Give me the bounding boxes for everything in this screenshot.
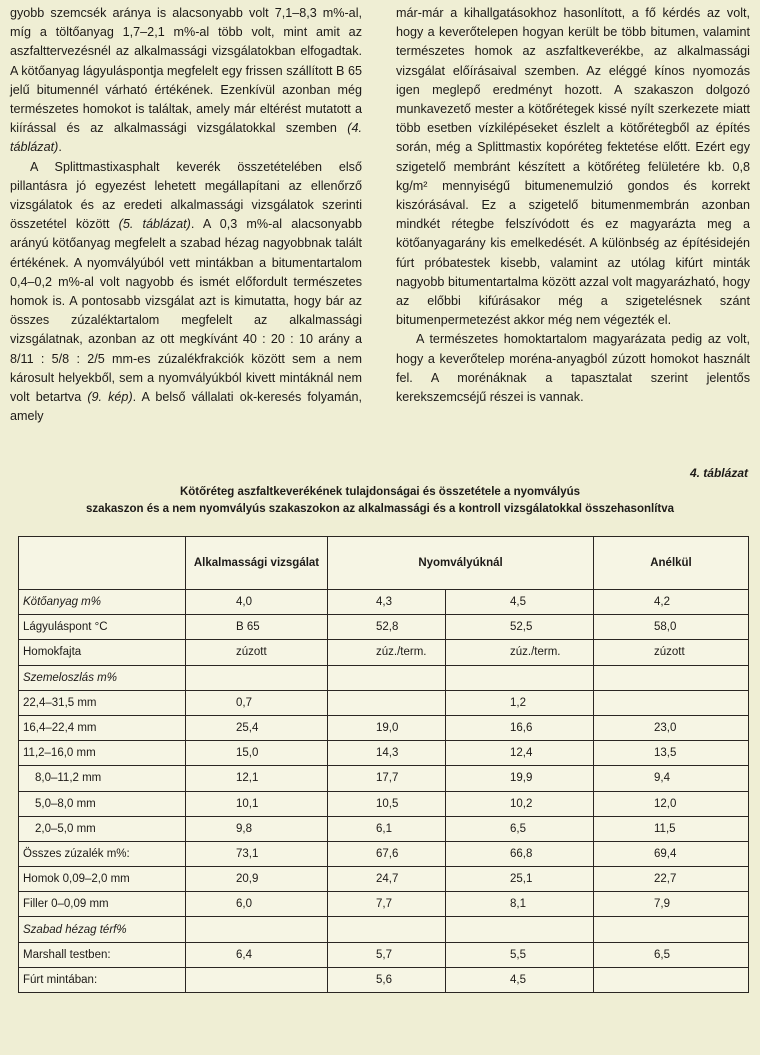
- table-cell: zúz./term.: [446, 640, 594, 665]
- row-label: Filler 0–0,09 mm: [19, 892, 186, 917]
- row-label: 22,4–31,5 mm: [19, 690, 186, 715]
- table-cell: 6,0: [186, 892, 328, 917]
- table-cell: 6,4: [186, 942, 328, 967]
- table-header-row: [19, 537, 749, 590]
- row-label: Marshall testben:: [19, 942, 186, 967]
- row-label: Szemeloszlás m%: [19, 665, 186, 690]
- table-cell: 5,5: [446, 942, 594, 967]
- row-label: 5,0–8,0 mm: [19, 791, 186, 816]
- table-cell: 4,5: [446, 967, 594, 992]
- table-cell: 17,7: [328, 766, 446, 791]
- table-cell: 5,6: [328, 967, 446, 992]
- text-segment: . A 0,3 m%-al alacsonyabb arányú kötőanyag megfelelt a szabad hézag nagyobbnak talált értékének. A nyomvályúból vett mintákban a bitumentartalom 0,4–0,2 m%-al volt nagyobb és ismét előfordult természetes homok is. A pontosabb vizsgálat azt is kimutatta, hogy bár az összes zúzaléktartalom megfelelt az alkalmassági vizsgálatnak, azonban az ott megkívánt 40 : 20 : 10 arány a 8/11 : 5/8 : 2/5 mm-es zúzalékfrakciók között sem a nem károsult helyekből, sem a nyomvályúkból kivett mintáknál nem volt betartva: [10, 217, 362, 405]
- table-cell: 4,2: [594, 590, 749, 615]
- table-cell: 7,9: [594, 892, 749, 917]
- table-row: [19, 741, 749, 766]
- table-cell: [594, 967, 749, 992]
- table-row: [19, 766, 749, 791]
- text-segment: már-már a kihallgatásokhoz hasonlított, a fő kérdés az volt, hogy a keverőtelepen hogyan került be több bitumen, valamint természetes homok az aszfaltkeverékbe, az alkalmassági vizsgálat előírásaival szemben. Az eléggé kínos nyomozás igen meglepő eredményt hozott. A szakaszon dolgozó munkavezető mester a kötőrétegek kissé nyílt szerkezete miatt több esetben vízkilépéseket észlelt a kötőrétegből az építés során, még a Splittmastix kopóréteg fektetése előtt. Ezért egy szigetelő membránt készített a kötőréteg felületére kb. 0,8 kg/m² mennyiségű bitumenemulzió gondos és korrekt kiszórásával. Ez a szigetelő bitumenmembrán azonban mindkét rétegbe felszívódott és ez magyarázta meg a kötőanyagarány kis emelkedését. A különbség az építésidején fúrt próbatestek kisebb, valamint az utólag kifúrt minták nagyobb bitumentartalma között azzal volt magyarázható, hogy az előbbi kifúrásakor még a szigetelésnek szánt bitumenpermetezést akkor még nem végezték el.: [396, 6, 750, 328]
- row-label: 8,0–11,2 mm: [19, 766, 186, 791]
- table-cell: [594, 665, 749, 690]
- table-cell: [186, 917, 328, 942]
- row-label: Lágyuláspont °C: [19, 615, 186, 640]
- table-row: [19, 590, 749, 615]
- table-row: [19, 791, 749, 816]
- figure-reference: (4. táblázat): [10, 121, 362, 155]
- table-cell: 15,0: [186, 741, 328, 766]
- table-cell: 4,5: [446, 590, 594, 615]
- table-cell: 11,5: [594, 816, 749, 841]
- text-segment: A természetes homoktartalom magyarázata pedig az volt, hogy a keverőtelep moréna-anyagból zúzott homokot használt fel. A morénáknak a tapasztalat szerint jelentős kerekszemcséjű részei is vannak.: [396, 332, 750, 405]
- row-label: Homok 0,09–2,0 mm: [19, 867, 186, 892]
- table-row: [19, 841, 749, 866]
- table-body: [19, 590, 749, 993]
- table-cell: B 65: [186, 615, 328, 640]
- table-row: [19, 917, 749, 942]
- table-cell: [186, 967, 328, 992]
- table-cell: 16,6: [446, 715, 594, 740]
- table-cell: zúzott: [594, 640, 749, 665]
- table-cell: 25,4: [186, 715, 328, 740]
- table-row: [19, 816, 749, 841]
- row-label: Homokfajta: [19, 640, 186, 665]
- table-cell: 5,7: [328, 942, 446, 967]
- table-cell: 6,1: [328, 816, 446, 841]
- table-row: [19, 615, 749, 640]
- table-cell: 66,8: [446, 841, 594, 866]
- figure-reference: (5. táblázat): [118, 217, 191, 232]
- row-label: Kötőanyag m%: [19, 590, 186, 615]
- table-cell: 10,2: [446, 791, 594, 816]
- left-paragraph: [10, 4, 362, 158]
- text-segment: . A belső vállalati ok-keresés folyamán, amely: [10, 390, 362, 424]
- table-caption-line-2: szakaszon és a nem nyomvályús szakaszokon az alkalmassági és a kontroll vizsgálatokkal összehasonlítva: [85, 503, 675, 515]
- table-cell: 8,1: [446, 892, 594, 917]
- row-label: 16,4–22,4 mm: [19, 715, 186, 740]
- row-label: Összes zúzalék m%:: [19, 841, 186, 866]
- table-cell: 24,7: [328, 867, 446, 892]
- table-cell: 73,1: [186, 841, 328, 866]
- table-cell: 12,0: [594, 791, 749, 816]
- table-cell: 9,8: [186, 816, 328, 841]
- table-number: 4. táblázat: [689, 466, 748, 480]
- table-row: [19, 715, 749, 740]
- text-segment: A Splittmastixasphalt keverék összetételében első pillantásra jó egyezést lehetett megállapítani az ellenőrző vizsgálatok és az eredeti alkalmassági vizsgálatok szerinti összetétel között: [10, 159, 362, 232]
- header-nyomvalyuknal: Nyomvályúknál: [328, 537, 594, 590]
- row-label: 2,0–5,0 mm: [19, 816, 186, 841]
- table-cell: zúzott: [186, 640, 328, 665]
- table-cell: 13,5: [594, 741, 749, 766]
- table-cell: 14,3: [328, 741, 446, 766]
- text-segment: .: [58, 140, 62, 155]
- table-cell: [446, 917, 594, 942]
- table-cell: [328, 917, 446, 942]
- table-cell: 10,5: [328, 791, 446, 816]
- table-cell: 25,1: [446, 867, 594, 892]
- left-text-column: [10, 4, 362, 426]
- table-cell: 20,9: [186, 867, 328, 892]
- table-caption-line-1: Kötőréteg aszfaltkeverékének tulajdonságai és összetétele a nyomvályús: [179, 486, 581, 498]
- table-row: [19, 665, 749, 690]
- table-cell: 52,8: [328, 615, 446, 640]
- figure-reference: (9. kép): [87, 390, 133, 405]
- table-cell: 69,4: [594, 841, 749, 866]
- text-segment: gyobb szemcsék aránya is alacsonyabb volt 7,1–8,3 m%-al, míg a töltőanyag 1,7–2,1 m%-al több volt, mint amit az aszfalttervezésnél az alkalmassági vizsgálatokban elfogadtak. A kötőanyag lágyuláspontja megfelelt egy frissen szállított B 65 jelű bitumennél várható értékének. Ezenkívül azonban még természetes homokot is találtak, amely már eltérést mutatott a kiírással és az alkalmassági vizsgálatokkal szemben: [10, 6, 362, 136]
- table-cell: 19,0: [328, 715, 446, 740]
- table-row: [19, 867, 749, 892]
- table-cell: 7,7: [328, 892, 446, 917]
- table-cell: 23,0: [594, 715, 749, 740]
- header-alkalmassagi: Alkalmassági vizsgálat: [186, 537, 328, 590]
- table-cell: 10,1: [186, 791, 328, 816]
- table-cell: [594, 690, 749, 715]
- table-row: [19, 690, 749, 715]
- header-anelkul: Anélkül: [594, 537, 749, 590]
- table-row: [19, 892, 749, 917]
- table-cell: [328, 665, 446, 690]
- table-cell: 6,5: [446, 816, 594, 841]
- row-label: Fúrt mintában:: [19, 967, 186, 992]
- table-cell: 19,9: [446, 766, 594, 791]
- data-table: [18, 536, 749, 993]
- row-label: Szabad hézag térf%: [19, 917, 186, 942]
- table-row: [19, 967, 749, 992]
- table-cell: 9,4: [594, 766, 749, 791]
- table-cell: 52,5: [446, 615, 594, 640]
- row-label: 11,2–16,0 mm: [19, 741, 186, 766]
- table-row: [19, 640, 749, 665]
- table-cell: 12,1: [186, 766, 328, 791]
- table-cell: 58,0: [594, 615, 749, 640]
- table-cell: 67,6: [328, 841, 446, 866]
- right-text-column: [396, 4, 750, 407]
- right-paragraph: [396, 4, 750, 330]
- table-row: [19, 942, 749, 967]
- table-cell: [446, 665, 594, 690]
- table-cell: [186, 665, 328, 690]
- table-cell: zúz./term.: [328, 640, 446, 665]
- table-cell: 4,0: [186, 590, 328, 615]
- right-paragraph: [396, 330, 750, 407]
- table-cell: 22,7: [594, 867, 749, 892]
- table-cell: 0,7: [186, 690, 328, 715]
- table-cell: 4,3: [328, 590, 446, 615]
- left-paragraph: [10, 158, 362, 427]
- table-cell: 1,2: [446, 690, 594, 715]
- table-cell: [328, 690, 446, 715]
- table-cell: 12,4: [446, 741, 594, 766]
- header-empty: [19, 537, 186, 590]
- table-cell: [594, 917, 749, 942]
- table-cell: 6,5: [594, 942, 749, 967]
